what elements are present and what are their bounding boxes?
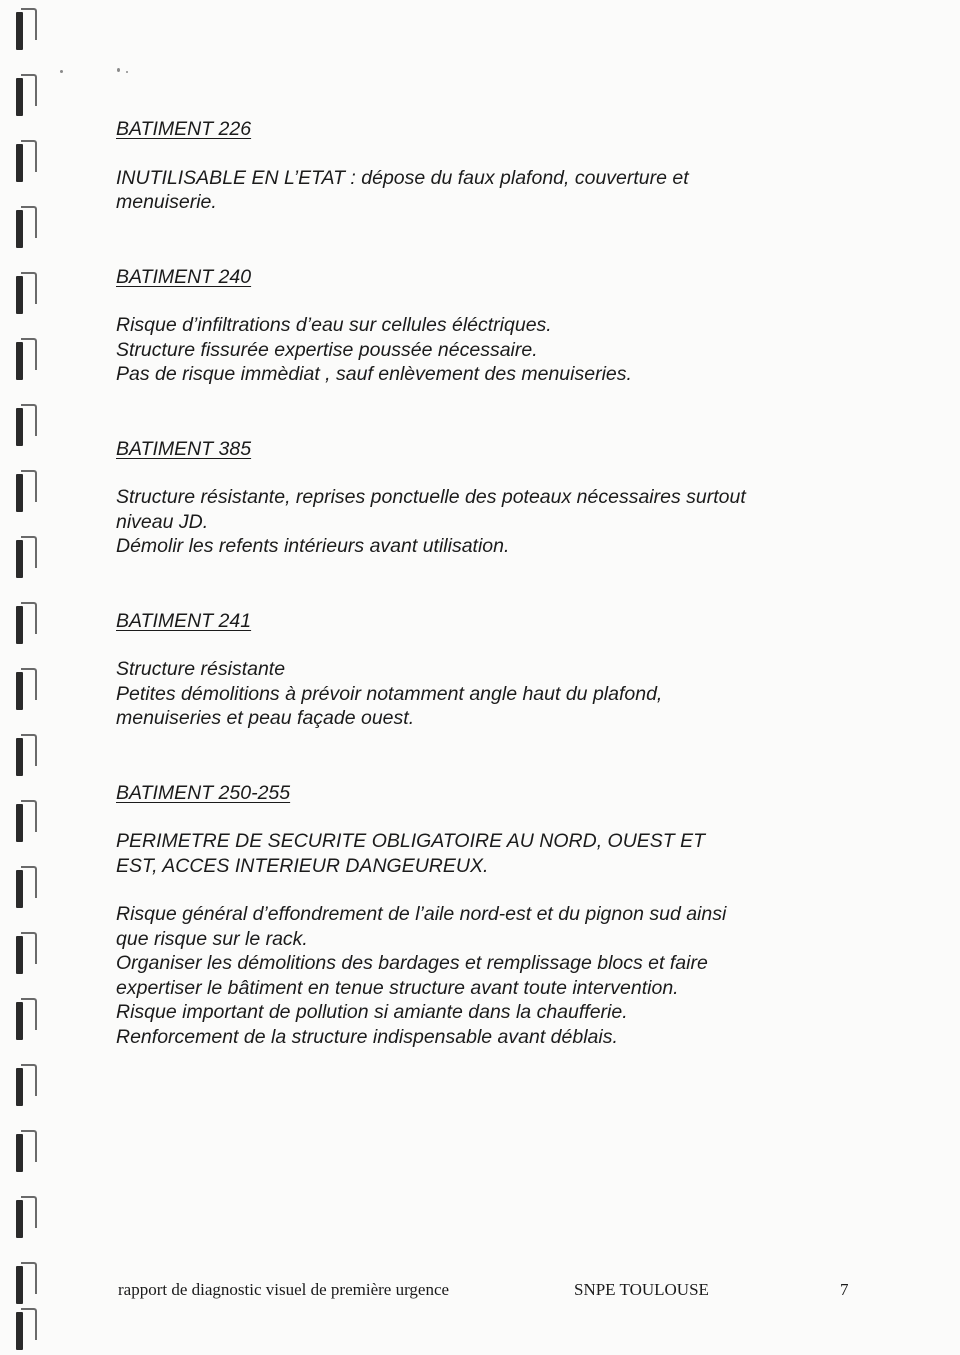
binding-ring-hook [21, 536, 37, 568]
building-section [116, 117, 856, 215]
binding-ring [16, 1308, 46, 1352]
section-paragraph [116, 829, 856, 878]
footer-report-title: rapport de diagnostic visuel de première urgence [118, 1280, 450, 1299]
paragraph-line: expertiser le bâtiment en tenue structure avant toute intervention. [116, 976, 679, 999]
binding-ring-bar [16, 1002, 23, 1040]
paragraph-line: que risque sur le rack. [116, 927, 308, 950]
binding-ring [16, 1064, 46, 1108]
paragraph-line: Renforcement de la structure indispensable avant déblais. [116, 1025, 618, 1048]
building-section [116, 781, 856, 1050]
binding-ring-hook [21, 206, 37, 238]
binding-ring [16, 998, 46, 1042]
binding-ring [16, 932, 46, 976]
binding-ring-bar [16, 1068, 23, 1106]
scan-speck [60, 70, 63, 73]
footer-organization: SNPE TOULOUSE [574, 1280, 709, 1299]
paragraph-line: niveau JD. [116, 510, 209, 533]
binding-ring-hook [21, 74, 37, 106]
binding-ring-hook [21, 932, 37, 964]
binding-ring-bar [16, 870, 23, 908]
paragraph-line: Démolir les refents intérieurs avant utilisation. [116, 535, 510, 557]
scan-speck [126, 71, 128, 73]
binding-ring-hook [21, 800, 37, 832]
binding-ring-hook [21, 1262, 37, 1294]
binding-ring-hook [21, 1130, 37, 1162]
binding-ring-bar [16, 540, 23, 578]
scan-speck [117, 68, 120, 72]
section-title: BATIMENT 240 [116, 265, 252, 288]
binding-ring-hook [21, 470, 37, 502]
binding-ring-bar [16, 144, 23, 182]
page-footer [118, 1280, 858, 1304]
paragraph-line: EST, ACCES INTERIEUR DANGEUREUX. [116, 854, 489, 877]
binding-ring [16, 668, 46, 712]
paragraph-line: Structure résistante [116, 658, 286, 680]
paragraph-line: Structure résistante, reprises ponctuelle des poteaux nécessaires surtout [116, 486, 746, 508]
spiral-binding [10, 0, 50, 1355]
binding-ring [16, 734, 46, 778]
binding-ring-hook [21, 338, 37, 370]
section-title: BATIMENT 241 [116, 609, 252, 632]
binding-ring-bar [16, 1312, 23, 1350]
binding-ring [16, 404, 46, 448]
binding-ring-hook [21, 404, 37, 436]
section-title: BATIMENT 385 [116, 437, 252, 460]
paragraph-line: Pas de risque immèdiat , sauf enlèvement des menuiseries. [116, 363, 632, 385]
binding-ring-bar [16, 408, 23, 446]
binding-ring [16, 1130, 46, 1174]
binding-ring-bar [16, 672, 23, 710]
binding-ring-bar [16, 78, 23, 116]
binding-ring [16, 1262, 46, 1306]
binding-ring-hook [21, 998, 37, 1030]
binding-ring [16, 800, 46, 844]
section-paragraph [116, 902, 856, 1049]
paragraph-line: menuiserie. [116, 191, 217, 213]
binding-ring-bar [16, 12, 23, 50]
paragraph-line: Petites démolitions à prévoir notamment angle haut du plafond, [116, 682, 663, 705]
binding-ring-bar [16, 342, 23, 380]
binding-ring-hook [21, 1064, 37, 1096]
binding-ring-bar [16, 606, 23, 644]
paragraph-line: Risque d’infiltrations d’eau sur cellules éléctriques. [116, 314, 552, 336]
binding-ring [16, 338, 46, 382]
binding-ring-hook [21, 140, 37, 172]
paragraph-line: Risque général d’effondrement de l’aile nord-est et du pignon sud ainsi [116, 903, 727, 925]
binding-ring-bar [16, 1200, 23, 1238]
binding-ring-bar [16, 1134, 23, 1172]
page-number: 7 [840, 1280, 849, 1299]
binding-ring-bar [16, 1266, 23, 1304]
binding-ring [16, 1196, 46, 1240]
paragraph-line: Organiser les démolitions des bardages et remplissage blocs et faire [116, 952, 708, 974]
binding-ring-hook [21, 1308, 37, 1340]
paragraph-line: Structure fissurée expertise poussée nécessaire. [116, 338, 538, 361]
building-section [116, 609, 856, 731]
binding-ring-hook [21, 1196, 37, 1228]
binding-ring-hook [21, 272, 37, 304]
binding-ring-hook [21, 866, 37, 898]
binding-ring [16, 74, 46, 118]
binding-ring-hook [21, 602, 37, 634]
binding-ring [16, 206, 46, 250]
building-section [116, 437, 856, 559]
binding-ring [16, 866, 46, 910]
binding-ring [16, 470, 46, 514]
section-paragraph [116, 166, 856, 215]
section-paragraph [116, 313, 856, 387]
binding-ring [16, 140, 46, 184]
binding-ring-hook [21, 734, 37, 766]
paragraph-line: INUTILISABLE EN L’ETAT : dépose du faux plafond, couverture et [116, 166, 689, 189]
binding-ring-bar [16, 276, 23, 314]
binding-ring [16, 8, 46, 52]
binding-ring-bar [16, 474, 23, 512]
paragraph-line: PERIMETRE DE SECURITE OBLIGATOIRE AU NORD, OUEST ET [116, 830, 706, 852]
binding-ring-bar [16, 936, 23, 974]
section-title: BATIMENT 226 [116, 118, 252, 140]
binding-ring-hook [21, 668, 37, 700]
building-section [116, 265, 856, 387]
paragraph-line: menuiseries et peau façade ouest. [116, 707, 415, 729]
binding-ring-bar [16, 210, 23, 248]
binding-ring [16, 536, 46, 580]
binding-ring-hook [21, 8, 37, 40]
section-paragraph [116, 657, 856, 731]
binding-ring-bar [16, 738, 23, 776]
paragraph-line: Risque important de pollution si amiante dans la chaufferie. [116, 1001, 628, 1023]
section-title: BATIMENT 250-255 [116, 781, 291, 804]
document-body [116, 117, 856, 1049]
binding-ring [16, 272, 46, 316]
binding-ring [16, 602, 46, 646]
binding-ring-bar [16, 804, 23, 842]
section-paragraph [116, 485, 856, 559]
